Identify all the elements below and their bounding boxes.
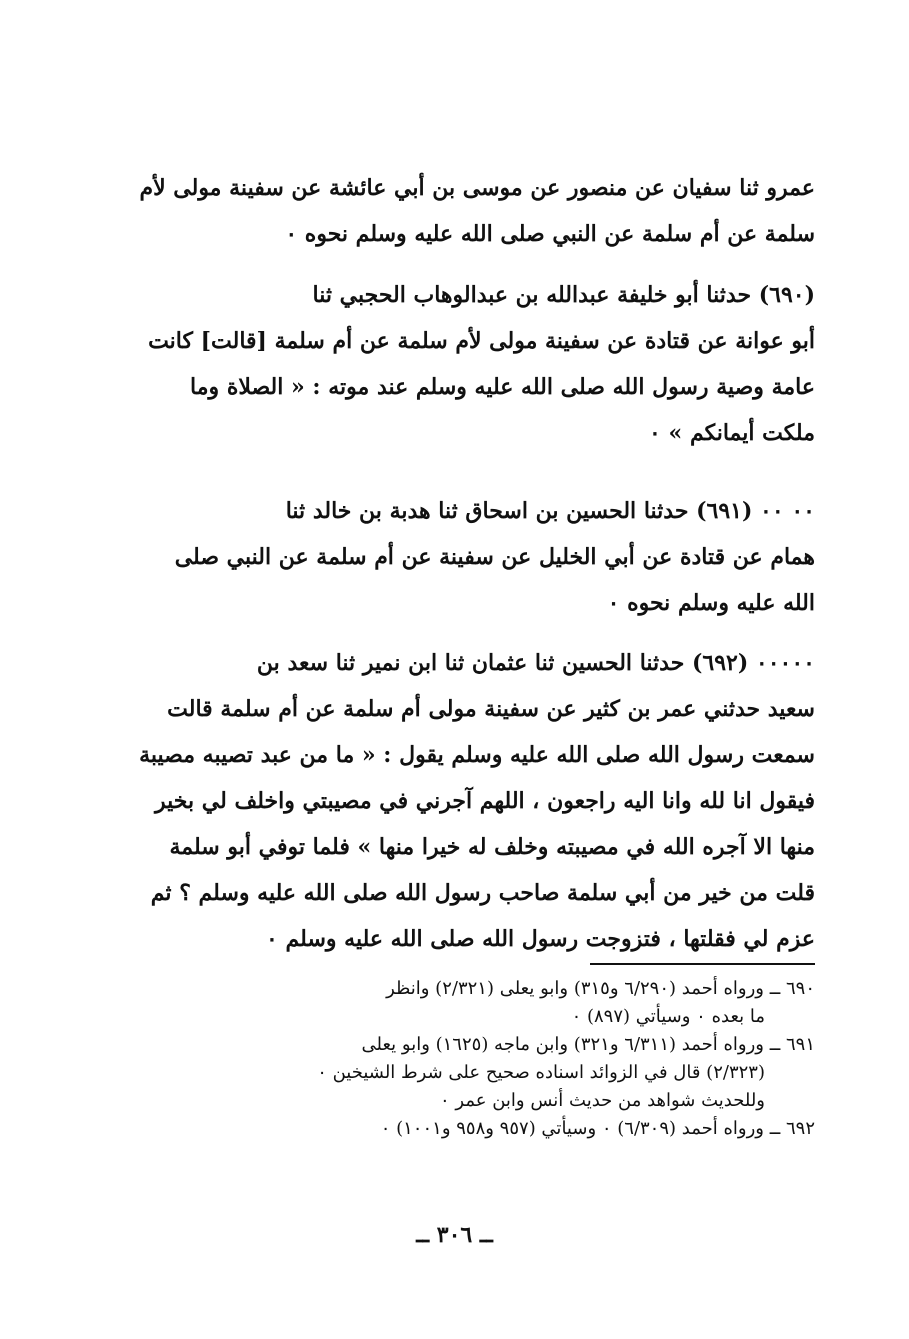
footnote-line: ٦٩٠ ــ ورواه أحمد (٦/٢٩٠ و٣١٥) وابو يعلى (٢/٣٢١) وانظر [386, 978, 815, 999]
text-line: سلمة عن أم سلمة عن النبي صلى الله عليه وسلم نحوه ٠ [285, 221, 815, 247]
footnotes [105, 975, 815, 1143]
footnote-line: ٦٩١ ــ ورواه أحمد (٦/٣١١ و٣٢١) وابن ماجه (١٦٢٥) وابو يعلى [361, 1034, 815, 1055]
footnote-line: وللحديث شواهد من حديث أنس وابن عمر ٠ [440, 1090, 765, 1111]
paragraph-continuation [105, 165, 815, 257]
text-line: عمرو ثنا سفيان عن منصور عن موسى بن أبي عائشة عن سفينة مولى لأم [139, 175, 815, 201]
hadith-690 [105, 272, 815, 456]
text-line: (٦٩٠) حدثنا أبو خليفة عبدالله بن عبدالوهاب الحجبي ثنا [312, 282, 815, 308]
text-line: أبو عوانة عن قتادة عن سفينة مولى لأم سلمة عن أم سلمة [قالت] كانت [148, 328, 815, 354]
text-line: عزم لي فقلتها ، فتزوجت رسول الله صلى الله عليه وسلم ٠ [266, 926, 815, 952]
text-line: منها الا آجره الله في مصيبته وخلف له خيرا منها » فلما توفي أبو سلمة [169, 834, 815, 860]
text-line: ملكت أيمانكم » ٠ [649, 420, 815, 446]
text-line: الله عليه وسلم نحوه ٠ [607, 590, 815, 616]
footnote-divider [590, 963, 815, 965]
text-line: ٠٠ ٠٠ (٦٩١) حدثنا الحسين بن اسحاق ثنا هدبة بن خالد ثنا [285, 498, 815, 524]
text-line: سعيد حدثني عمر بن كثير عن سفينة مولى أم سلمة عن أم سلمة قالت [167, 696, 815, 722]
footnote-line: ٦٩٢ ــ ورواه أحمد (٦/٣٠٩) ٠ وسيأتي (٩٥٧ و٩٥٨ و١٠٠١) ٠ [380, 1118, 815, 1139]
text-line: سمعت رسول الله صلى الله عليه وسلم يقول : « ما من عبد تصيبه مصيبة [139, 742, 815, 768]
text-line: قلت من خير من أبي سلمة صاحب رسول الله صلى الله عليه وسلم ؟ ثم [150, 880, 815, 906]
footnote-line: (٢/٣٢٣) قال في الزوائد اسناده صحيح على شرط الشيخين ٠ [317, 1062, 765, 1083]
footnote-line: ما بعده ٠ وسيأتي (٨٩٧) ٠ [571, 1006, 765, 1027]
text-line: ٠٠٠٠٠ (٦٩٢) حدثنا الحسين ثنا عثمان ثنا ابن نمير ثنا سعد بن [256, 650, 815, 676]
hadith-691 [105, 488, 815, 626]
page-number: ــ ٣٠٦ ــ [416, 1222, 493, 1248]
hadith-692 [105, 640, 815, 962]
text-line: همام عن قتادة عن أبي الخليل عن سفينة عن أم سلمة عن النبي صلى [174, 544, 815, 570]
text-line: فيقول انا لله وانا اليه راجعون ، اللهم آجرني في مصيبتي واخلف لي بخير [155, 788, 815, 814]
text-line: عامة وصية رسول الله صلى الله عليه وسلم عند موته : « الصلاة وما [190, 374, 815, 400]
